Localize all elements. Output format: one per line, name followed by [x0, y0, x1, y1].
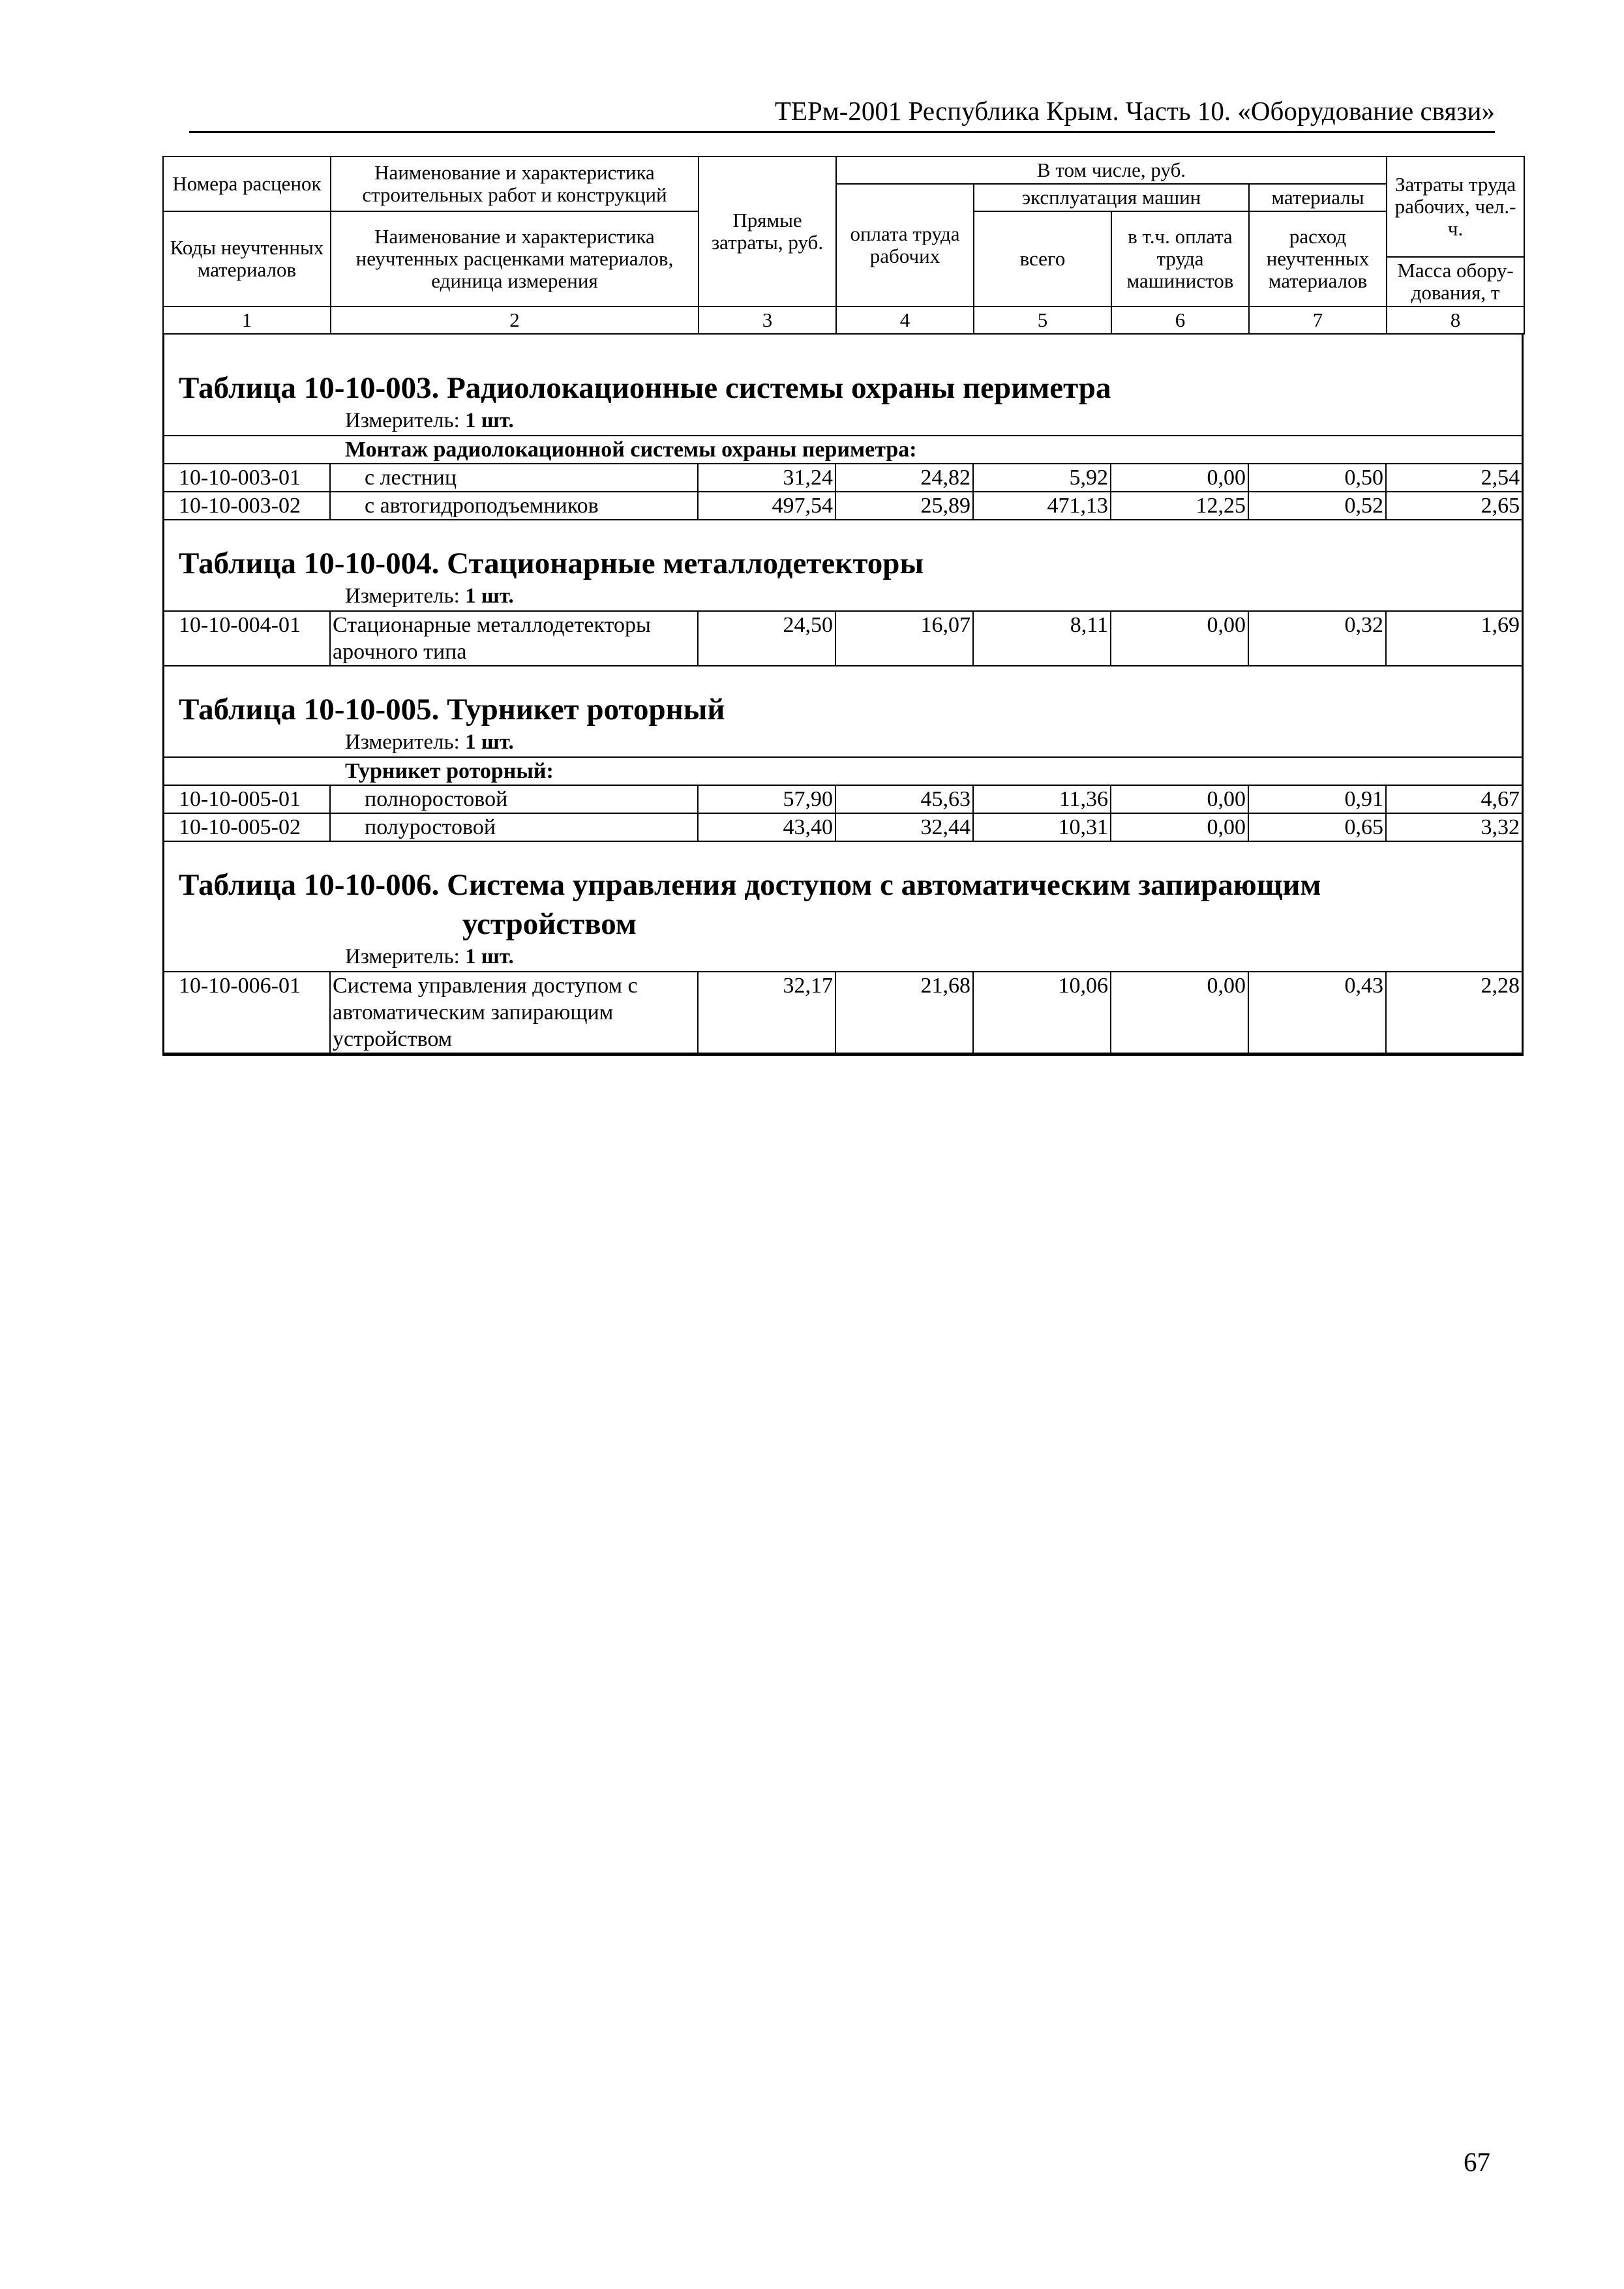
materials-value: 0,91 [1248, 785, 1386, 813]
rate-code: 10-10-006-01 [164, 972, 330, 1053]
rate-code: 10-10-003-02 [164, 492, 330, 520]
machinists-pay-value: 0,00 [1111, 972, 1248, 1053]
section-rows [164, 971, 1522, 1054]
section-title-line1: Таблица 10-10-006. Система управления доступом с автоматическим запирающим [179, 868, 1321, 902]
labor-costs-value: 2,65 [1386, 492, 1522, 520]
measure-value: 1 шт. [465, 584, 514, 608]
table-header [162, 156, 1525, 335]
workers-pay-value: 21,68 [835, 972, 973, 1053]
header-equipment-mass: Масса обору-дования, т [1387, 257, 1524, 307]
direct-costs-value: 24,50 [698, 611, 835, 666]
header-labor-costs: Затраты труда рабочих, чел.-ч. [1387, 157, 1524, 257]
labor-costs-value: 1,69 [1386, 611, 1522, 666]
measure-value: 1 шт. [465, 730, 514, 754]
header-materials: материалы [1249, 184, 1387, 211]
column-number: 8 [1387, 307, 1524, 334]
header-work-name: Наименование и характеристика строительных работ и конструкций [331, 157, 699, 211]
section-title: Таблица 10-10-005. Турникет роторный [179, 693, 725, 726]
header-unaccounted-names: Наименование и характеристика неучтенных расценками материалов, единица измерения [331, 211, 699, 307]
column-number: 7 [1249, 307, 1387, 334]
rates-table [162, 156, 1524, 1056]
rate-name: с автогидроподъемников [330, 492, 698, 520]
section-title: Таблица 10-10-004. Стационарные металлодетекторы [179, 546, 924, 580]
column-number: 4 [836, 307, 974, 334]
labor-costs-value: 2,54 [1386, 464, 1522, 492]
header-rule [189, 131, 1495, 133]
measure-value: 1 шт. [465, 409, 514, 432]
machinists-pay-value: 12,25 [1111, 492, 1248, 520]
rate-code: 10-10-004-01 [164, 611, 330, 666]
workers-pay-value: 24,82 [835, 464, 973, 492]
header-workers-pay: оплата труда рабочих [836, 184, 974, 307]
machinists-pay-value: 0,00 [1111, 611, 1248, 666]
rate-name: полноростовой [330, 785, 698, 813]
measure-line [164, 729, 1522, 756]
direct-costs-value: 57,90 [698, 785, 835, 813]
rate-name: Стационарные металлодетекторы арочного типа [330, 611, 698, 666]
page-number: 67 [1464, 2147, 1490, 2177]
running-header: ТЕРм-2001 Республика Крым. Часть 10. «Оборудование связи» [774, 96, 1495, 126]
rate-code: 10-10-005-01 [164, 785, 330, 813]
section-title-line2: устройством [462, 907, 637, 941]
table-body [162, 335, 1524, 1056]
measure-line [164, 583, 1522, 610]
table-row [164, 464, 1522, 492]
direct-costs-value: 31,24 [698, 464, 835, 492]
materials-value: 0,50 [1248, 464, 1386, 492]
machines-total-value: 10,31 [973, 813, 1111, 841]
machines-total-value: 11,36 [973, 785, 1111, 813]
measure-label: Измеритель: [345, 945, 460, 968]
table-row [164, 611, 1522, 666]
column-number: 5 [974, 307, 1111, 334]
rate-code: 10-10-005-02 [164, 813, 330, 841]
direct-costs-value: 43,40 [698, 813, 835, 841]
section-rows [164, 610, 1522, 666]
workers-pay-value: 25,89 [835, 492, 973, 520]
machines-total-value: 5,92 [973, 464, 1111, 492]
rate-name: с лестниц [330, 464, 698, 492]
column-number: 2 [331, 307, 699, 334]
column-number: 1 [163, 307, 331, 334]
measure-label: Измеритель: [345, 409, 460, 432]
labor-costs-value: 3,32 [1386, 813, 1522, 841]
labor-costs-value: 2,28 [1386, 972, 1522, 1053]
header-including: В том числе, руб. [836, 157, 1387, 184]
rate-name: Система управления доступом с автоматическим запирающим устройством [330, 972, 698, 1053]
group-label: Турникет роторный: [164, 757, 1522, 785]
machinists-pay-value: 0,00 [1111, 464, 1248, 492]
workers-pay-value: 32,44 [835, 813, 973, 841]
header-machinists-pay: в т.ч. оплата труда машинистов [1111, 211, 1249, 307]
header-unaccounted-codes: Коды неучтенных материалов [163, 211, 331, 307]
materials-value: 0,52 [1248, 492, 1386, 520]
measure-label: Измеритель: [345, 730, 460, 754]
header-machines-total: всего [974, 211, 1111, 307]
table-row [164, 492, 1522, 520]
materials-value: 0,43 [1248, 972, 1386, 1053]
machines-total-value: 471,13 [973, 492, 1111, 520]
workers-pay-value: 16,07 [835, 611, 973, 666]
group-label: Монтаж радиолокационной системы охраны периметра: [164, 436, 1522, 464]
rate-name: полуростовой [330, 813, 698, 841]
header-rate-numbers: Номера расценок [163, 157, 331, 211]
section-title [164, 842, 1522, 944]
header-unaccounted-materials: расход неучтенных материалов [1249, 211, 1387, 307]
table-row [164, 785, 1522, 813]
rate-code: 10-10-003-01 [164, 464, 330, 492]
measure-value: 1 шт. [465, 945, 514, 968]
table-row [164, 813, 1522, 841]
section-rows [164, 756, 1522, 842]
machines-total-value: 8,11 [973, 611, 1111, 666]
machines-total-value: 10,06 [973, 972, 1111, 1053]
measure-label: Измеритель: [345, 584, 460, 608]
materials-value: 0,65 [1248, 813, 1386, 841]
section-rows [164, 435, 1522, 520]
machinists-pay-value: 0,00 [1111, 813, 1248, 841]
section-title: Таблица 10-10-003. Радиолокационные системы охраны периметра [179, 371, 1111, 405]
direct-costs-value: 32,17 [698, 972, 835, 1053]
column-number: 6 [1111, 307, 1249, 334]
measure-line [164, 944, 1522, 971]
table-row [164, 972, 1522, 1053]
workers-pay-value: 45,63 [835, 785, 973, 813]
direct-costs-value: 497,54 [698, 492, 835, 520]
measure-line [164, 408, 1522, 435]
header-machine-operation: эксплуатация машин [974, 184, 1249, 211]
materials-value: 0,32 [1248, 611, 1386, 666]
column-number: 3 [699, 307, 836, 334]
header-direct-costs: Прямые затраты, руб. [699, 157, 836, 307]
machinists-pay-value: 0,00 [1111, 785, 1248, 813]
labor-costs-value: 4,67 [1386, 785, 1522, 813]
